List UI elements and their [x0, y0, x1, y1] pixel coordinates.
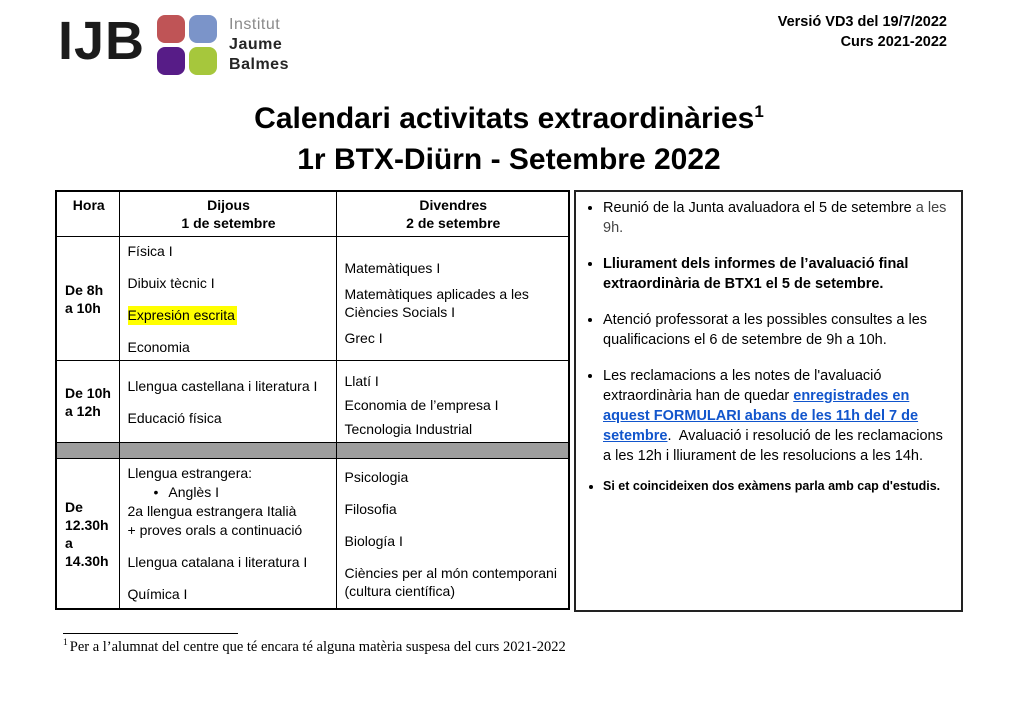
subject-text: Llengua castellana i literatura I — [127, 377, 318, 394]
note-text: Si et coincideixen dos exàmens parla amb cap d'estudis. — [603, 479, 941, 493]
subject-item — [345, 285, 563, 321]
note-text: Reunió de la Junta avaluadora el 5 de setembre — [603, 200, 912, 216]
separator-cell — [56, 443, 119, 459]
logo-square-green-icon — [189, 47, 217, 75]
subject-text: Dibuix tècnic I — [127, 274, 215, 291]
dijous-subjects-cell — [119, 459, 336, 609]
subject-item — [345, 372, 563, 390]
dijous-subjects-cell — [119, 361, 336, 443]
subject-item — [345, 468, 563, 486]
institute-name-line2: Jaume — [229, 36, 283, 53]
page-title-line1 — [55, 98, 963, 139]
note-text: Lliurament dels informes de l’avaluació final extraordinària de BTX1 el 5 de setembre. — [603, 256, 909, 292]
subject-item — [345, 396, 563, 414]
note-text: Atenció professorat a les possibles consultes a les qualificacions el 6 de setembre de 9h a 10h. — [603, 312, 928, 348]
subject-text: Matemàtiques I — [344, 259, 441, 276]
separator-row — [56, 443, 569, 459]
subject-text: Grec I — [344, 329, 383, 346]
subject-text: Anglès I — [168, 484, 219, 501]
notes-list — [576, 198, 961, 495]
logo-square-blue-icon — [189, 15, 217, 43]
subject-item — [128, 521, 330, 539]
header-cell-dijous — [119, 191, 336, 237]
formulari-link[interactable]: enregistrades en aquest FORMULARI abans de les 11h del 7 de setembre — [603, 388, 919, 444]
time-slot-line: De 10h — [65, 384, 111, 401]
note-text: a les 9h. — [603, 200, 947, 236]
title-text: Calendari activitats extraordinàries — [254, 102, 755, 135]
day-name: Divendres — [419, 197, 488, 213]
note-text: Les reclamacions a les notes de l'avaluació extraordinària han de quedar — [603, 368, 882, 404]
divendres-subjects-cell — [336, 361, 569, 443]
logo-square-red-icon — [157, 15, 185, 43]
subject-item — [128, 274, 330, 292]
day-date: 1 de setembre — [181, 215, 276, 231]
logo-squares-icon — [157, 15, 217, 75]
subject-text: + proves orals a continuació — [127, 522, 303, 539]
header-cell-divendres — [336, 191, 569, 237]
subject-item — [128, 553, 330, 571]
institute-name-line3: Balmes — [229, 56, 289, 73]
time-slot-line: a 10h — [65, 299, 101, 316]
note-text: . Avaluació i resolució de les reclamacions a les 12h i lliurament de les resolucions a les 14h. — [603, 428, 943, 464]
subject-text: Biología I — [344, 532, 403, 549]
subject-text: Llengua catalana i literatura I — [127, 554, 308, 571]
subject-item — [128, 306, 330, 324]
time-slot-line: 12.30h — [65, 516, 109, 533]
time-slot-cell — [56, 459, 119, 609]
footnote-rule — [63, 633, 238, 634]
subject-text: Matemàtiques aplicades a les Ciències Socials I — [344, 285, 529, 320]
highlighted-subject: Expresión escrita — [127, 306, 235, 323]
subject-text: Ciències per al món contemporani (cultura científica) — [344, 564, 557, 599]
subject-text: Química I — [127, 586, 188, 603]
subject-item — [128, 338, 330, 356]
page-title — [55, 98, 963, 180]
time-slot-line: a 12h — [65, 402, 101, 419]
subject-item — [345, 420, 563, 438]
time-slot-cell — [56, 361, 119, 443]
subject-text: Psicologia — [344, 468, 409, 485]
note-item — [603, 310, 951, 350]
subject-text: Economia — [127, 338, 190, 355]
version-info — [778, 12, 947, 52]
note-item — [603, 366, 951, 466]
subject-item — [345, 500, 563, 518]
note-item — [603, 198, 951, 238]
header-cell-hora: Hora — [56, 191, 119, 237]
subject-item — [128, 409, 330, 427]
time-slot-line: 14.30h — [65, 552, 109, 569]
notes-box — [574, 190, 963, 612]
version-line: Versió VD3 del 19/7/2022 — [777, 14, 947, 30]
separator-cell — [336, 443, 569, 459]
subject-text: Filosofia — [344, 500, 397, 517]
dijous-subjects-cell — [119, 237, 336, 361]
subject-item — [345, 532, 563, 550]
footnote — [63, 633, 923, 656]
schedule-table — [55, 190, 570, 610]
time-slot-line: De 8h — [65, 281, 104, 298]
footnote-marker: 1 — [63, 638, 68, 649]
subject-item — [128, 483, 330, 501]
subject-item — [345, 329, 563, 347]
schedule-row — [56, 459, 569, 609]
subject-item — [128, 502, 330, 520]
subject-text: Llengua estrangera: — [127, 465, 253, 482]
subject-item — [128, 585, 330, 603]
school-logo — [58, 10, 289, 75]
subject-item — [345, 564, 563, 600]
day-name: Dijous — [207, 197, 250, 213]
schedule-header-row — [56, 191, 569, 237]
subject-text: 2a llengua estrangera Italià — [127, 503, 297, 520]
subject-text: Física I — [127, 242, 173, 259]
institute-name-line1: Institut — [229, 16, 281, 33]
subject-item — [128, 377, 330, 395]
subject-item — [128, 242, 330, 260]
subject-text: Llatí I — [344, 372, 379, 389]
subject-item — [128, 464, 330, 482]
schedule-row — [56, 361, 569, 443]
subject-item — [345, 259, 563, 277]
time-slot-cell — [56, 237, 119, 361]
footnote-text: Per a l’alumnat del centre que té encara té alguna matèria suspesa del curs 2021-2022 — [69, 639, 566, 655]
page-title-line2: 1r BTX-Diürn - Setembre 2022 — [297, 143, 721, 176]
subject-text: Economia de l’empresa I — [344, 396, 499, 413]
note-item — [603, 478, 951, 495]
institute-name — [229, 15, 289, 75]
divendres-subjects-cell — [336, 237, 569, 361]
divendres-subjects-cell — [336, 459, 569, 609]
schedule-row — [56, 237, 569, 361]
subject-text: Educació física — [127, 409, 222, 426]
note-item — [603, 254, 951, 294]
subject-text: Tecnologia Industrial — [344, 420, 473, 437]
time-slot-line: De — [65, 498, 83, 515]
logo-square-purple-icon — [157, 47, 185, 75]
separator-cell — [119, 443, 336, 459]
footnote-text-line — [63, 639, 923, 656]
course-line: Curs 2021-2022 — [840, 34, 947, 50]
day-date: 2 de setembre — [406, 215, 501, 231]
footnote-reference: 1 — [754, 102, 764, 121]
time-slot-line: a — [65, 534, 73, 551]
schedule-table-body — [56, 191, 569, 609]
logo-ijb-text: IJB — [58, 11, 146, 71]
